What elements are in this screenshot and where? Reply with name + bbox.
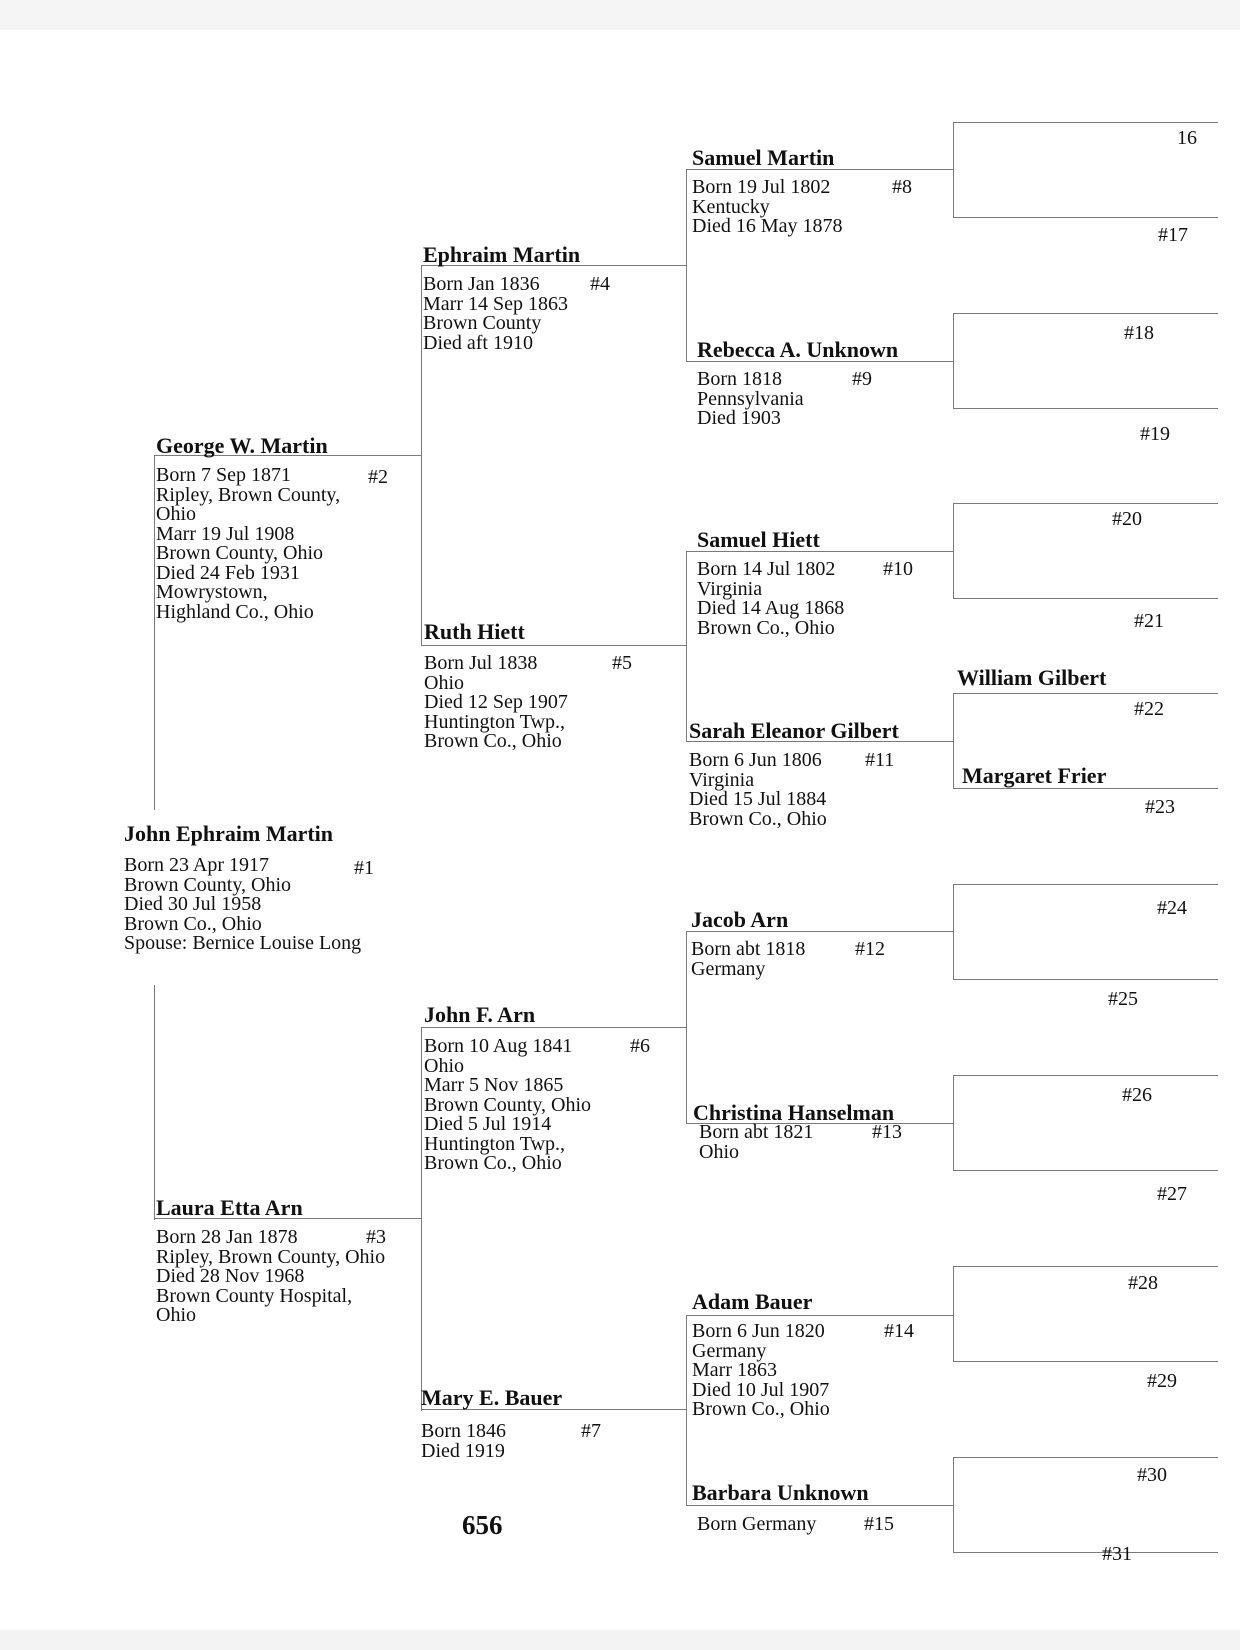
connector-line xyxy=(953,217,1218,218)
person-detail: Germany xyxy=(692,1339,767,1362)
person-name: Samuel Martin xyxy=(692,145,835,170)
person-14 xyxy=(692,1289,914,1420)
person-name: George W. Martin xyxy=(156,433,328,458)
person-detail: Died 14 Aug 1868 xyxy=(697,597,845,619)
ancestor-slot-29: #29 xyxy=(1147,1370,1177,1392)
person-detail: Died 28 Nov 1968 xyxy=(156,1265,305,1287)
page-number: 656 xyxy=(462,1510,503,1540)
person-name: John F. Arn xyxy=(424,1002,536,1027)
person-number: #7 xyxy=(581,1420,601,1442)
person-detail: Brown County xyxy=(423,312,542,334)
person-detail: Brown County, Ohio xyxy=(124,873,292,896)
person-detail: Born 23 Apr 1917 xyxy=(124,854,269,876)
person-number: #5 xyxy=(612,652,632,674)
person-detail: Huntington Twp., xyxy=(424,1132,566,1155)
person-name: Ephraim Martin xyxy=(423,242,581,267)
person-detail: Born Jan 1836 xyxy=(423,273,540,295)
connector-line xyxy=(154,985,155,1220)
person-8 xyxy=(692,145,912,237)
connector-line xyxy=(953,122,954,218)
person-number: #9 xyxy=(852,368,872,390)
person-number: #4 xyxy=(590,273,610,295)
person-number: #10 xyxy=(883,558,913,580)
person-detail: Ohio xyxy=(156,503,196,525)
connector-line xyxy=(953,979,1218,980)
connector-line xyxy=(953,1361,1218,1362)
person-15 xyxy=(692,1480,894,1535)
person-detail: Marr 5 Nov 1865 xyxy=(424,1074,564,1096)
ancestor-slot-19: #19 xyxy=(1140,423,1170,445)
person-detail: Virginia xyxy=(697,577,763,600)
person-detail: Died 24 Feb 1931 xyxy=(156,561,300,584)
person-number: #3 xyxy=(366,1226,386,1248)
scan-margin-top xyxy=(0,0,1240,30)
person-detail: Brown Co., Ohio xyxy=(124,912,262,935)
person-number: #12 xyxy=(855,938,885,960)
person-detail: Ohio xyxy=(699,1140,739,1163)
person-detail: Born Germany xyxy=(697,1513,817,1535)
ancestor-slot-26: #26 xyxy=(1122,1084,1152,1106)
person-number: #1 xyxy=(354,857,374,879)
person-detail: Brown Co., Ohio xyxy=(424,1152,562,1174)
person-detail: Born 7 Sep 1871 xyxy=(156,464,291,486)
connector-line xyxy=(953,598,1218,599)
connector-line xyxy=(953,693,954,789)
person-detail: Brown Co., Ohio xyxy=(692,1398,830,1420)
connector-line xyxy=(953,503,1218,504)
connector-line xyxy=(953,1170,1218,1171)
person-number: #15 xyxy=(864,1513,894,1535)
connector-line xyxy=(953,122,1218,123)
person-3 xyxy=(156,1196,385,1326)
ancestor-slot-25: #25 xyxy=(1108,988,1138,1010)
person-number: #8 xyxy=(892,176,912,198)
person-detail: Born 14 Jul 1802 xyxy=(697,558,836,580)
person-detail: Died 1903 xyxy=(697,407,781,429)
person-detail: Brown County Hospital, xyxy=(156,1284,353,1307)
person-detail: Died 5 Jul 1914 xyxy=(424,1113,552,1135)
person-detail: Born abt 1818 xyxy=(691,938,806,960)
person-detail: Born 28 Jan 1878 xyxy=(156,1226,298,1248)
person-2 xyxy=(156,433,388,623)
ancestor-slot-30: #30 xyxy=(1137,1464,1167,1486)
person-detail: Marr 14 Sep 1863 xyxy=(423,292,568,315)
ancestor-slot-27: #27 xyxy=(1157,1183,1187,1205)
person-name: Jacob Arn xyxy=(691,907,789,932)
person-5 xyxy=(424,619,632,752)
ancestor-slot-28: #28 xyxy=(1128,1272,1158,1294)
ancestor-slot-16: 16 xyxy=(1177,127,1197,149)
person-detail: Died 15 Jul 1884 xyxy=(689,788,827,810)
person-detail: Died 10 Jul 1907 xyxy=(692,1378,830,1401)
person-name: Christina Hanselman xyxy=(693,1100,895,1125)
ancestor-slot-20: #20 xyxy=(1112,508,1142,530)
person-detail: Kentucky xyxy=(692,195,770,218)
ancestor-slot-21: #21 xyxy=(1134,610,1164,632)
person-detail: Born 6 Jun 1820 xyxy=(692,1320,825,1342)
person-13 xyxy=(693,1100,902,1163)
person-name: Sarah Eleanor Gilbert xyxy=(689,718,899,743)
person-number: #11 xyxy=(865,749,895,771)
person-detail: Virginia xyxy=(689,768,755,791)
person-number: #2 xyxy=(368,466,388,488)
person-detail: Born 1846 xyxy=(421,1420,506,1442)
person-detail: Born Jul 1838 xyxy=(424,652,538,674)
person-detail: Ohio xyxy=(424,1054,464,1077)
person-detail: Died 12 Sep 1907 xyxy=(424,691,568,713)
connector-line xyxy=(953,1552,1218,1553)
connector-line xyxy=(154,456,155,810)
person-detail: Huntington Twp., xyxy=(424,710,566,733)
person-detail: Marr 1863 xyxy=(692,1359,777,1381)
person-name: Ruth Hiett xyxy=(424,619,525,644)
ancestor-slot-name-22: William Gilbert xyxy=(957,665,1107,690)
person-1 xyxy=(124,821,374,954)
connector-line xyxy=(686,551,687,741)
person-detail: Ohio xyxy=(156,1304,196,1326)
ancestor-slot-18: #18 xyxy=(1124,322,1154,344)
person-name: Mary E. Bauer xyxy=(421,1385,563,1410)
connector-line xyxy=(953,884,954,980)
person-detail: Pennsylvania xyxy=(697,387,804,410)
person-number: #14 xyxy=(884,1320,914,1342)
person-detail: Brown Co., Ohio xyxy=(697,616,835,639)
person-10 xyxy=(697,527,913,639)
person-12 xyxy=(691,907,885,980)
ancestor-slot-23: #23 xyxy=(1145,796,1175,818)
connector-line xyxy=(953,1266,1218,1267)
connector-line xyxy=(953,1266,954,1362)
person-detail: Died 30 Jul 1958 xyxy=(124,893,262,915)
connector-line xyxy=(953,884,1218,885)
connector-line xyxy=(686,1315,687,1505)
ancestor-slot-31: #31 xyxy=(1102,1543,1132,1565)
connector-line xyxy=(953,1457,1218,1458)
person-detail: Brown Co., Ohio xyxy=(689,807,827,830)
person-detail: Born 6 Jun 1806 xyxy=(689,749,822,771)
person-detail: Died 1919 xyxy=(421,1439,505,1462)
person-4 xyxy=(423,242,610,354)
person-7 xyxy=(421,1385,601,1462)
ancestor-slot-name-23: Margaret Frier xyxy=(962,763,1107,788)
person-name: Samuel Hiett xyxy=(697,527,820,552)
connector-line xyxy=(421,1027,422,1411)
connector-line xyxy=(421,265,422,645)
person-detail: Brown County, Ohio xyxy=(156,542,324,564)
person-detail: Germany xyxy=(691,957,766,980)
person-detail: Born 10 Aug 1841 xyxy=(424,1035,573,1057)
person-6 xyxy=(424,1002,650,1174)
connector-line xyxy=(953,1075,954,1171)
connector-line xyxy=(686,169,687,361)
person-name: Rebecca A. Unknown xyxy=(697,337,899,362)
person-detail: Brown County, Ohio xyxy=(424,1093,592,1116)
person-detail: Died 16 May 1878 xyxy=(692,215,843,237)
person-name: Laura Etta Arn xyxy=(156,1195,303,1220)
scan-margin-bottom xyxy=(0,1630,1240,1650)
connector-line xyxy=(953,693,1218,694)
person-detail: Mowrystown, xyxy=(156,581,268,603)
ancestor-slot-17: #17 xyxy=(1158,224,1188,246)
person-detail: Ripley, Brown County, xyxy=(156,483,341,506)
person-detail: Spouse: Bernice Louise Long xyxy=(124,932,362,954)
connector-line xyxy=(953,313,954,409)
person-detail: Born 1818 xyxy=(697,368,782,390)
connector-line xyxy=(953,313,1218,314)
connector-line xyxy=(953,503,954,599)
person-number: #13 xyxy=(872,1121,902,1143)
person-11 xyxy=(689,719,899,829)
person-name: Adam Bauer xyxy=(692,1289,813,1314)
connector-line xyxy=(953,1075,1218,1076)
person-detail: Ohio xyxy=(424,671,464,694)
person-detail: Brown Co., Ohio xyxy=(424,730,562,752)
person-detail: Ripley, Brown County, Ohio xyxy=(156,1245,386,1268)
connector-line xyxy=(953,788,1218,789)
person-name: Barbara Unknown xyxy=(692,1480,869,1505)
person-name: John Ephraim Martin xyxy=(124,821,334,846)
connector-line xyxy=(686,931,687,1123)
person-detail: Born 19 Jul 1802 xyxy=(692,176,831,198)
ancestor-slot-22: #22 xyxy=(1134,698,1164,720)
person-9 xyxy=(697,338,898,429)
ancestor-slot-24: #24 xyxy=(1157,897,1187,919)
person-number: #6 xyxy=(630,1035,650,1057)
person-detail: Died aft 1910 xyxy=(423,331,533,354)
person-detail: Marr 19 Jul 1908 xyxy=(156,522,295,545)
person-detail: Born abt 1821 xyxy=(699,1121,814,1143)
connector-line xyxy=(953,408,1218,409)
connector-line xyxy=(953,1457,954,1553)
person-detail: Highland Co., Ohio xyxy=(156,600,314,623)
